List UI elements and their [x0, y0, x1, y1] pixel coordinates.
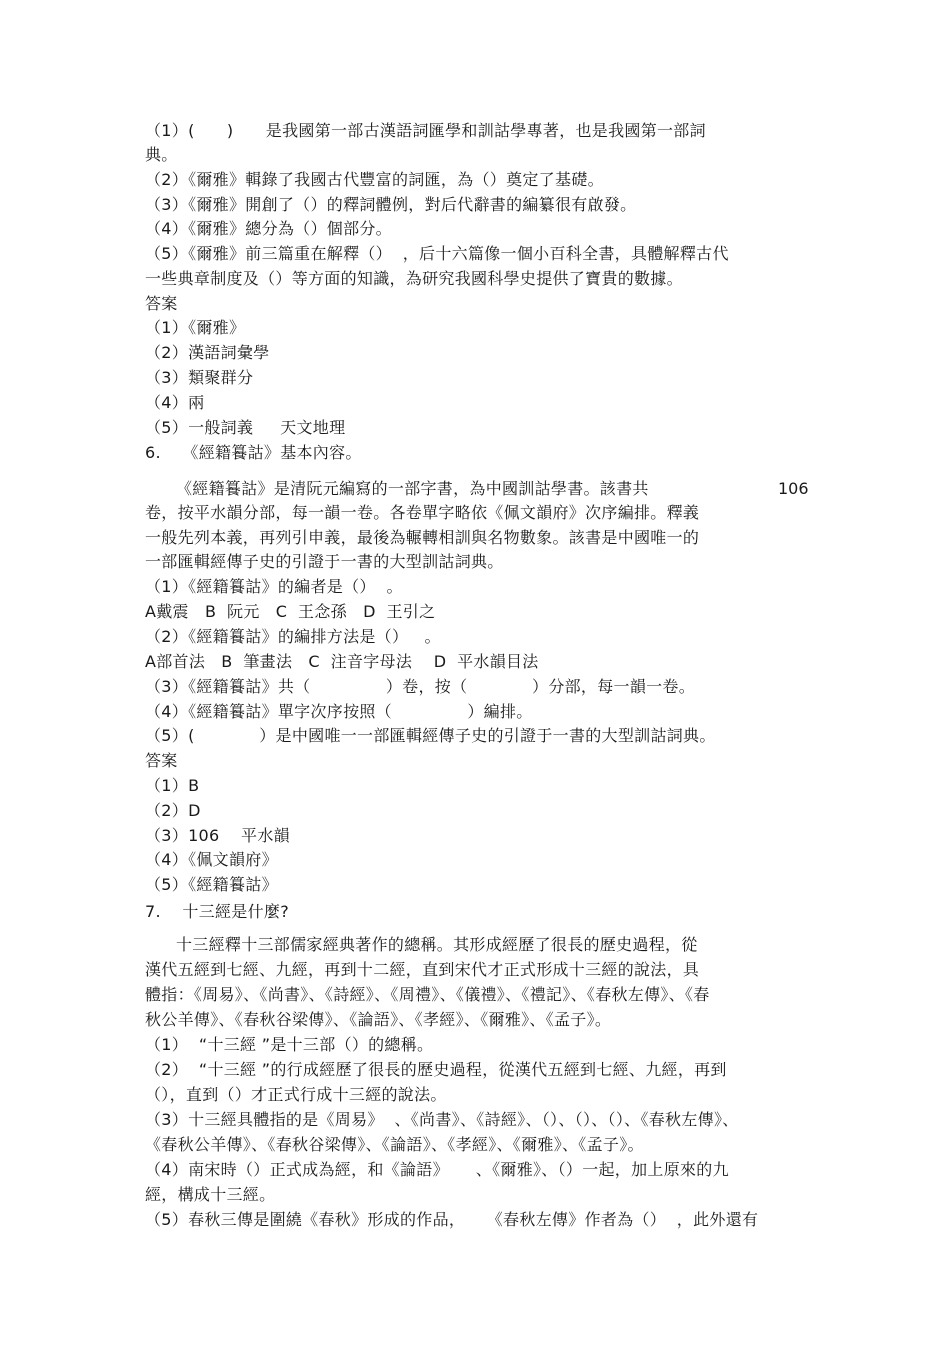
text-line: （1）( ) 是我國第一部古漢語詞匯學和訓詁學專著，也是我國第一部詞 — [145, 121, 706, 140]
section-heading: 7. 十三經是什麼? — [145, 902, 290, 921]
text-line: （5）《經籍籑詁》 — [145, 875, 278, 894]
text-line: （2）D — [145, 801, 201, 820]
text-line: （5）( ）是中國唯一一部匯輯經傳子史的引證于一書的大型訓詁詞典。 — [145, 726, 716, 745]
text-line: （1）《爾雅》 — [145, 318, 246, 337]
text-line: （4）《佩文韻府》 — [145, 850, 278, 869]
text-line: （2）漢語詞彙學 — [145, 343, 270, 362]
text-line: A戴震 B 阮元 C 王念孫 D 王引之 — [145, 602, 436, 621]
text-line: 卷，按平水韻分部，每一韻一卷。各卷單字略依《佩文韻府》次序編排。釋義 — [145, 503, 700, 522]
text-line: （4）《爾雅》總分為（）個部分。 — [145, 219, 392, 238]
text-line: （2）《經籍籑詁》的編排方法是（） 。 — [145, 627, 441, 646]
text-line: （3）106 平水韻 — [145, 826, 290, 845]
text-line: （4）《經籍籑詁》單字次序按照（ ）編排。 — [145, 702, 533, 721]
text-line: 典。 — [145, 145, 178, 164]
text-line: 經，構成十三經。 — [145, 1185, 276, 1204]
text-line: （1）《經籍籑詁》的編者是（） 。 — [145, 577, 403, 596]
text-line: （2） “十三經 ”的行成經歷了很長的歷史過程，從漢代五經到七經、九經，再到 — [145, 1060, 727, 1079]
text-line: 十三經釋十三部儒家經典著作的總稱。其形成經歷了很長的歷史過程，從 — [176, 935, 698, 954]
section-heading: 6. 《經籍籑詁》基本內容。 — [145, 443, 362, 462]
text-line: （4）南宋時（）正式成為經，和《論語》 、《爾雅》、（）一起，加上原來的九 — [145, 1160, 729, 1179]
text-line: 《春秋公羊傳》、《春秋谷梁傳》、《論語》、《孝經》、《爾雅》、《孟子》。 — [145, 1135, 644, 1154]
text-line: （4）兩 — [145, 393, 205, 412]
text-line: （3）《經籍籑詁》共（ ）卷，按（ ）分部，每一韻一卷。 — [145, 677, 696, 696]
text-line: 秋公羊傳》、《春秋谷梁傳》、《論語》、《孝經》、《爾雅》、《孟子》。 — [145, 1010, 612, 1029]
text-line: （5）一般詞義 天文地理 — [145, 418, 346, 437]
text-line: A部首法 B 筆畫法 C 注音字母法 D 平水韻目法 — [145, 652, 539, 671]
text-line: 體指：《周易》、《尚書》、《詩經》、《周禮》、《儀禮》、《禮記》、《春秋左傳》、《春 — [145, 985, 710, 1004]
text-line: （1） “十三經 ”是十三部（）的總稱。 — [145, 1035, 434, 1054]
text-line: 一般先列本義，再列引申義，最後為輾轉相訓與名物數象。該書是中國唯一的 — [145, 528, 700, 547]
text-line: （2）《爾雅》輯錄了我國古代豐富的詞匯，為（）奠定了基礎。 — [145, 170, 604, 189]
answer-heading: 答案 — [145, 294, 178, 313]
text-line: （3）《爾雅》開創了（）的釋詞體例，對后代辭書的編纂很有啟發。 — [145, 195, 637, 214]
text-line: （5）春秋三傳是圍繞《春秋》形成的作品， 《春秋左傳》作者為（） ，此外還有 — [145, 1210, 759, 1229]
volume-number: 106 — [778, 479, 809, 498]
answer-heading: 答案 — [145, 751, 178, 770]
text-line: （3）類聚群分 — [145, 368, 254, 387]
text-line: 漢代五經到七經、九經，再到十二經，直到宋代才正式形成十三經的說法，具 — [145, 960, 700, 979]
text-line: （），直到（）才正式行成十三經的說法。 — [145, 1085, 447, 1104]
text-line: 一部匯輯經傳子史的引證于一書的大型訓詁詞典。 — [145, 552, 504, 571]
text-line: 《經籍籑詁》是清阮元編寫的一部字書，為中國訓詁學書。該書共 — [176, 479, 649, 498]
text-line: （3）十三經具體指的是《周易》 、《尚書》、《詩經》、（）、（）、（）、《春秋左傳》、 — [145, 1110, 739, 1129]
text-line: （1）B — [145, 776, 200, 795]
text-line: 一些典章制度及（）等方面的知識，為研究我國科學史提供了寶貴的數據。 — [145, 269, 683, 288]
text-line: （5）《爾雅》前三篇重在解釋（） ，后十六篇像一個小百科全書，具體解釋古代 — [145, 244, 729, 263]
